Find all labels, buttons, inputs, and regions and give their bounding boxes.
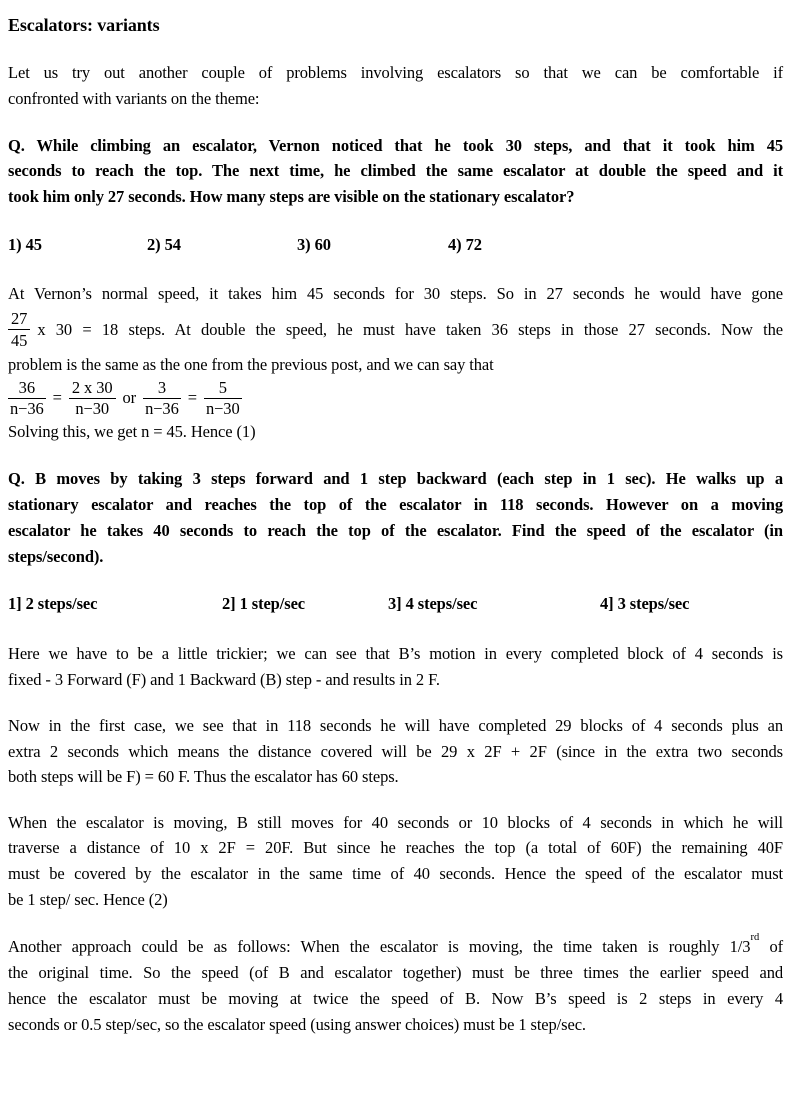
text-line: seconds to reach the top. The next time, he climbed the same escalator at double the speed and it [8, 161, 783, 181]
fraction-3-n36 [143, 378, 181, 418]
fraction-numerator: 36 [8, 378, 46, 399]
text-line: extra 2 seconds which means the distance covered will be 29 x 2F + 2F (since in the extra two seconds [8, 741, 783, 761]
fraction-27-45 [8, 308, 30, 351]
fraction-numerator: 5 [204, 378, 242, 399]
text-line [8, 931, 783, 960]
fraction-2x30-n30 [69, 378, 116, 418]
text-line: x 30 = 18 steps. At double the speed, he must have taken 36 steps in those 27 seconds. Now the [37, 319, 783, 339]
question-2-options [8, 591, 783, 617]
question-2 [8, 466, 783, 569]
option-q2-2: 2] 1 step/sec [222, 594, 306, 614]
fraction-numerator: 2 x 30 [69, 378, 116, 399]
fraction-line [8, 307, 783, 352]
equals-sign: = [187, 388, 197, 408]
option-q1-4: 4) 72 [448, 234, 482, 254]
text-line: problem is the same as the one from the previous post, and we can say that [8, 355, 494, 375]
text-line: confronted with variants on the theme: [8, 88, 260, 108]
text-line: Here we have to be a little trickier; we can see that B’s motion in every completed block of 4 seconds is [8, 644, 783, 664]
option-q1-2: 2) 54 [147, 234, 181, 254]
option-q2-1: 1] 2 steps/sec [8, 594, 98, 614]
text-line: When the escalator is moving, B still moves for 40 seconds or 10 blocks of 4 seconds in which he will [8, 812, 783, 832]
text-line: both steps will be F) = 60 F. Thus the escalator has 60 steps. [8, 767, 399, 787]
fraction-denominator: n−36 [145, 398, 179, 418]
ordinal-suffix: rd [750, 931, 760, 943]
text-line: Let us try out another couple of problems involving escalators so that we can be comfortable if [8, 63, 783, 82]
solution-2-paragraph-3 [8, 810, 783, 913]
text-line: Now in the first case, we see that in 118 seconds he will have completed 29 blocks of 4 seconds plus an [8, 715, 783, 735]
text-line: stationary escalator and reaches the top of the escalator in 118 seconds. However on a moving [8, 494, 783, 514]
text-line: steps/second). [8, 546, 104, 566]
solution-2-paragraph-4 [8, 931, 783, 1037]
text-line: Q. While climbing an escalator, Vernon noticed that he took 30 steps, and that it took him 45 [8, 135, 783, 155]
fraction-denominator: n−36 [10, 398, 44, 418]
option-q1-3: 3) 60 [297, 234, 331, 254]
fraction-denominator: 45 [11, 331, 28, 351]
equation [8, 378, 783, 419]
text-line: fixed - 3 Forward (F) and 1 Backward (B) step - and results in 2 F. [8, 669, 440, 689]
fraction-numerator: 27 [8, 308, 30, 330]
fraction-5-n30 [204, 378, 242, 418]
fraction-36-n36 [8, 378, 46, 418]
text-segment: of [759, 937, 783, 957]
equals-sign: = [52, 388, 62, 408]
text-line: escalator he takes 40 seconds to reach the top of the escalator. Find the speed of the escalator (in [8, 520, 783, 540]
question-1-options [8, 232, 783, 258]
text-line: took him only 27 seconds. How many steps are visible on the stationary escalator? [8, 187, 575, 207]
text-line: Q. B moves by taking 3 steps forward and 1 step backward (each step in 1 sec). He walks up a [8, 469, 783, 489]
option-q2-3: 3] 4 steps/sec [388, 594, 478, 614]
text-line: the original time. So the speed (of B and escalator together) must be three times the earlier speed and [8, 963, 783, 983]
option-q1-1: 1) 45 [8, 234, 42, 254]
solution-2-paragraph-1 [8, 641, 783, 693]
text-line: be 1 step/ sec. Hence (2) [8, 890, 168, 910]
text-segment: Another approach could be as follows: When the escalator is moving, the time taken is roughly 1/3 [8, 937, 751, 957]
text-line: hence the escalator must be moving at twice the speed of B. Now B’s speed is 2 steps in every 4 [8, 988, 783, 1008]
fraction-denominator: n−30 [75, 398, 110, 418]
text-line: At Vernon’s normal speed, it takes him 45 seconds for 30 steps. So in 27 seconds he would have gone [8, 284, 783, 304]
fraction-numerator: 3 [143, 378, 181, 399]
text-line: traverse a distance of 10 x 2F = 20F. But since he reaches the top (a total of 60F) the remaining 40F [8, 838, 783, 858]
text-line: must be covered by the escalator in the same time of 40 seconds. Hence the speed of the escalator must [8, 864, 783, 884]
solution-2-paragraph-2 [8, 713, 783, 790]
solution-1 [8, 281, 783, 378]
fraction-denominator: n−30 [205, 398, 240, 418]
page-title: Escalators: variants [8, 15, 160, 35]
question-1 [8, 133, 783, 210]
solution-1-conclusion: Solving this, we get n = 45. Hence (1) [8, 421, 256, 441]
intro-paragraph [8, 60, 783, 112]
option-q2-4: 4] 3 steps/sec [600, 594, 690, 614]
text-line: seconds or 0.5 step/sec, so the escalator speed (using answer choices) must be 1 step/sec. [8, 1014, 586, 1034]
or-word: or [122, 388, 137, 408]
